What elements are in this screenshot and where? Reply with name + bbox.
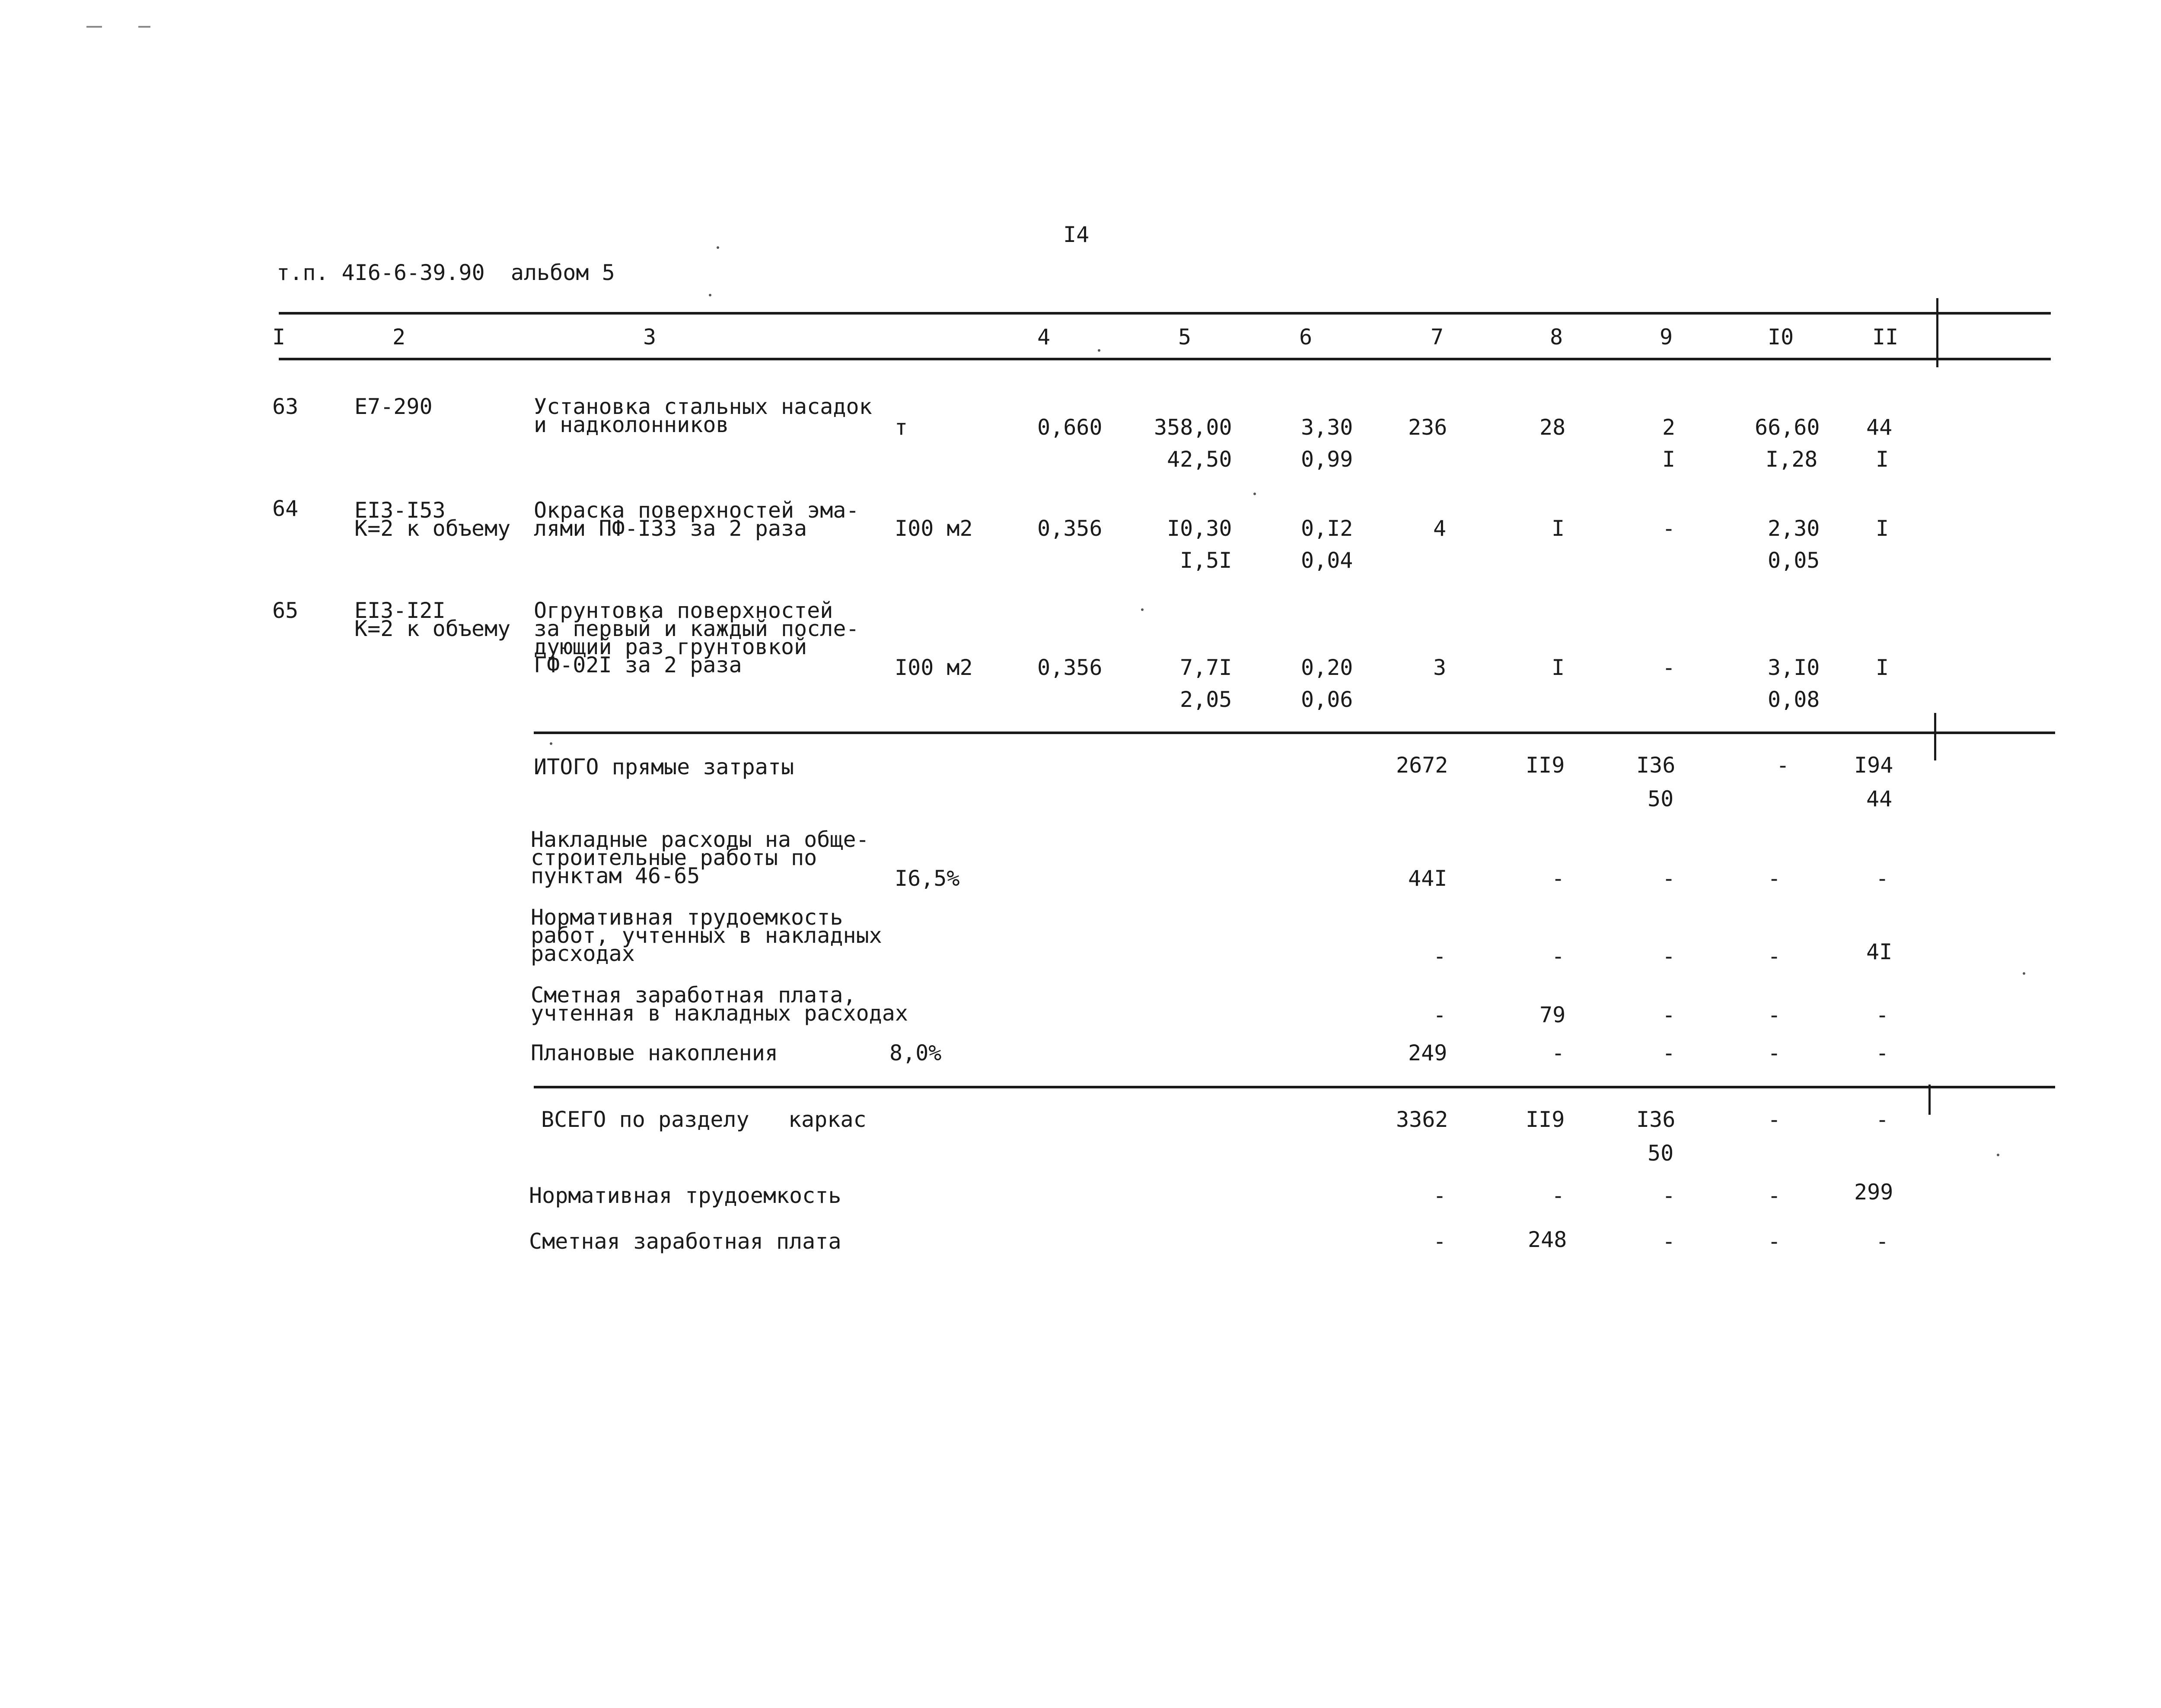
row-unit: т [895,415,908,440]
total-cell-10: - [1768,1107,1781,1132]
total-cell-7: - [1433,1183,1447,1208]
summary-label: Плановые накопления [531,1040,778,1066]
row-cell-8: I [1552,655,1565,680]
row-code: EI3-I2I [354,598,446,623]
summary-rate: 8,0% [889,1040,942,1066]
header-bottom-rule [279,358,2051,360]
row-number: 65 [272,598,299,623]
row-description: за первый и каждый после- [534,616,859,641]
row-cell-8: I [1552,516,1565,541]
row-description: Огрунтовка поверхностей [534,598,833,623]
row-cell-6: 0,06 [1301,687,1353,712]
summary-cell-10: - [1768,1040,1781,1066]
total-cell-9: 50 [1648,1141,1674,1166]
summary-cell-9: I36 [1636,753,1676,778]
row-cell-11: I [1876,516,1889,541]
scan-speck [550,742,552,745]
row-cell-9: - [1662,516,1676,541]
summary-label: ИТОГО прямые затраты [534,754,794,779]
summary-cell-8: - [1552,944,1565,969]
total-cell-7: 3362 [1396,1107,1448,1132]
row-cell-6: 0,99 [1301,447,1353,472]
total-cell-11: - [1876,1107,1889,1132]
summary-label: строительные работы по [531,845,817,870]
row-number: 63 [272,394,299,419]
row-cell-9: - [1662,655,1676,680]
summary-cell-10: - [1776,753,1790,778]
summary-cell-7: - [1433,1002,1447,1027]
column-header: II [1872,324,1899,350]
scan-speck [1098,349,1100,352]
row-cell-5: 358,00 [1154,415,1232,440]
summary-cell-8: 79 [1539,1002,1566,1027]
summary-label: расходах [531,941,635,966]
total-cell-10: - [1768,1229,1781,1254]
row-unit: I00 м2 [895,655,973,680]
summary-cell-8: II9 [1526,753,1565,778]
row-cell-5: 7,7I [1180,655,1232,680]
row-cell-9: I [1662,447,1676,472]
row-quantity: 0,356 [1037,655,1103,680]
total-cell-9: - [1662,1183,1676,1208]
row-description: Установка стальных насадок [534,394,872,419]
total-top-rule [534,1086,2055,1088]
row-number: 64 [272,496,299,521]
summary-cell-8: - [1552,866,1565,891]
row-unit: I00 м2 [895,516,973,541]
scan-speck [1141,608,1144,611]
summary-cell-7: 249 [1408,1040,1447,1066]
row-quantity: 0,660 [1037,415,1103,440]
row-cell-5: 42,50 [1167,447,1232,472]
row-cell-6: 0,I2 [1301,516,1353,541]
row-description: ГФ-02I за 2 раза [534,652,742,677]
column-header: 9 [1660,324,1673,350]
row-cell-9: 2 [1662,415,1676,440]
row-cell-10: 0,05 [1768,548,1820,573]
row-code: К=2 к объему [354,616,511,641]
row-code: E7-290 [354,394,433,419]
scan-mark [86,26,102,28]
summary-cell-11: 44 [1866,786,1893,811]
row-cell-11: 44 [1866,415,1893,440]
document-reference: т.п. 4I6-6-39.90 альбом 5 [277,260,615,285]
row-cell-7: 4 [1433,516,1447,541]
summary-cell-10: - [1768,866,1781,891]
total-cell-9: I36 [1636,1107,1676,1132]
row-cell-11: I [1876,655,1889,680]
summary-cell-11: I94 [1854,753,1893,778]
table-top-rule [279,312,2051,315]
row-cell-10: 0,08 [1768,687,1820,712]
row-quantity: 0,356 [1037,516,1103,541]
row-cell-7: 236 [1408,415,1447,440]
summary-cell-9: - [1662,1040,1676,1066]
summary-label: Сметная заработная плата, [531,983,856,1008]
row-cell-8: 28 [1539,415,1566,440]
row-cell-6: 3,30 [1301,415,1353,440]
right-border-line [1936,298,1938,367]
row-code: EI3-I53 [354,498,446,523]
total-cell-8: II9 [1526,1107,1565,1132]
scan-speck [717,246,719,249]
summary-cell-8: - [1552,1040,1565,1066]
scan-speck [2023,972,2025,975]
scan-mark [138,26,150,28]
row-cell-6: 0,04 [1301,548,1353,573]
row-cell-11: I [1876,447,1889,472]
total-label: ВСЕГО по разделу каркас [541,1107,867,1132]
row-cell-5: I0,30 [1167,516,1232,541]
scan-speck [709,294,711,296]
summary-cell-10: - [1768,944,1781,969]
column-header: 8 [1550,324,1563,350]
scan-speck [1997,1154,1999,1156]
column-header: I [272,324,286,350]
row-cell-5: I,5I [1180,548,1232,573]
total-label: Нормативная трудоемкость [529,1183,841,1208]
column-header: 3 [643,324,657,350]
summary-cell-11: - [1876,1002,1889,1027]
row-cell-10: I,28 [1766,447,1818,472]
summary-label: работ, учтенных в накладных [531,923,882,948]
row-cell-7: 3 [1433,655,1447,680]
summary-label: Накладные расходы на обще- [531,827,869,852]
total-cell-8: - [1552,1183,1565,1208]
summary-cell-11: 4I [1866,939,1893,964]
summary-label: пунктам 46-65 [531,863,700,888]
row-description: дующий раз грунтовкой [534,634,807,659]
summary-cell-9: - [1662,1002,1676,1027]
summary-label: учтенная в накладных расходах [531,1001,908,1026]
summary-cell-7: 2672 [1396,753,1448,778]
column-header: 5 [1178,324,1192,350]
row-cell-5: 2,05 [1180,687,1232,712]
summary-rate: I6,5% [895,866,960,891]
summary-cell-7: 44I [1408,866,1447,891]
total-cell-11: 299 [1854,1180,1893,1205]
summary-cell-9: 50 [1648,786,1674,811]
scan-speck [1253,493,1256,495]
row-description: Окраска поверхностей эма- [534,498,859,523]
summary-cell-7: - [1433,944,1447,969]
total-right-tick [1928,1085,1931,1115]
column-header: 2 [392,324,406,350]
row-cell-10: 2,30 [1768,516,1820,541]
total-cell-7: - [1433,1229,1447,1254]
column-header: 6 [1299,324,1313,350]
row-description: лями ПФ-I33 за 2 раза [534,516,807,541]
page-number: I4 [1063,222,1090,247]
summary-cell-9: - [1662,944,1676,969]
summary-cell-9: - [1662,866,1676,891]
total-label: Сметная заработная плата [529,1229,841,1254]
summary-top-rule [534,732,2055,734]
total-cell-9: - [1662,1229,1676,1254]
summary-cell-11: - [1876,866,1889,891]
column-header: I0 [1768,324,1794,350]
summary-label: Нормативная трудоемкость [531,905,843,930]
total-cell-11: - [1876,1229,1889,1254]
summary-cell-10: - [1768,1002,1781,1027]
total-cell-8: 248 [1528,1227,1567,1252]
row-description: и надколонников [534,412,729,437]
summary-cell-11: - [1876,1040,1889,1066]
row-cell-10: 3,I0 [1768,655,1820,680]
row-cell-10: 66,60 [1755,415,1820,440]
row-code: К=2 к объему [354,516,511,541]
column-header: 4 [1037,324,1051,350]
row-cell-6: 0,20 [1301,655,1353,680]
column-header: 7 [1431,324,1444,350]
summary-right-tick [1934,713,1936,760]
total-cell-10: - [1768,1183,1781,1208]
